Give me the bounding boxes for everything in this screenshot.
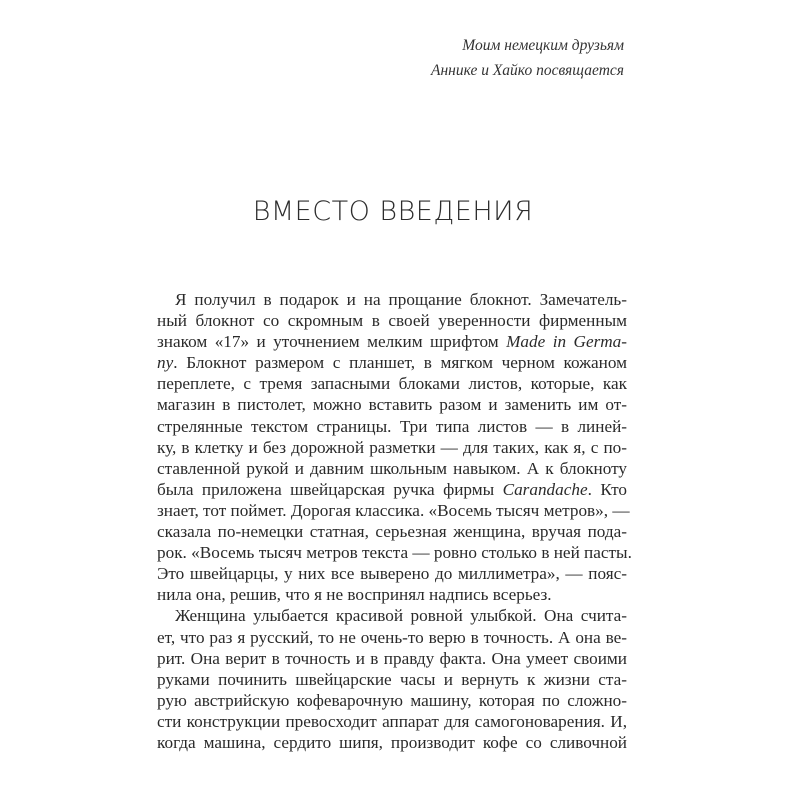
text-line: [157, 521, 627, 542]
text-segment: когда машина, сердито шипя, производит кофе со сливочной: [157, 732, 627, 752]
text-line: [157, 627, 627, 648]
text-segment: Женщина улыбается красивой ровной улыбкой. Она счита-: [175, 606, 627, 626]
chapter-title: ВМЕСТО ВВЕДЕНИЯ: [252, 196, 534, 227]
text-segment: знаком «17» и уточнением мелким шрифтом: [157, 332, 507, 352]
text-segment: Я получил в подарок и на прощание блокнот. Замечатель-: [175, 290, 627, 309]
text-segment: переплете, с тремя запасными блоками листов, которые, как: [157, 374, 627, 394]
text-segment: ный блокнот со скромным в своей уверенности фирменным: [157, 311, 627, 331]
text-segment: ет, что раз я русский, то не очень-то верю в точность. А она ве-: [157, 627, 627, 647]
epigraph-line: Аннике и Хайко посвящается: [431, 62, 624, 79]
text-segment: знает, тот поймет. Дорогая классика. «Восемь тысяч метров», —: [157, 500, 630, 520]
text-line: [157, 458, 627, 479]
text-line: [157, 732, 627, 753]
text-line: [157, 669, 627, 690]
text-line: [157, 310, 627, 331]
text-segment: была приложена швейцарская ручка фирмы: [157, 479, 503, 499]
text-line: [157, 373, 627, 394]
text-segment: . Блокнот размером с планшет, в мягком черном кожаном: [173, 353, 627, 373]
text-line: [157, 500, 630, 521]
text-line: [157, 542, 632, 563]
text-line: [157, 394, 627, 415]
epigraph: [431, 33, 624, 83]
text-line: [157, 648, 627, 669]
text-line: [157, 605, 627, 626]
text-segment: рок. «Восемь тысяч метров текста — ровно столько в ней пасты.: [157, 543, 632, 563]
italic-text: Made in Germa-: [506, 332, 627, 352]
text-segment: ку, в клетку и без дорожной разметки — для таких, как я, с по-: [157, 437, 627, 457]
text-segment: нила она, решив, что я не воспринял надпись всерьез.: [157, 585, 552, 605]
italic-text: ny: [157, 353, 174, 373]
text-line: [157, 331, 627, 352]
text-line: [157, 563, 627, 584]
text-line: [157, 416, 627, 437]
text-segment: рит. Она верит в точность и в правду факта. Она умеет своими: [157, 648, 627, 668]
text-line: [157, 711, 627, 732]
text-line: [157, 352, 627, 373]
text-line: [157, 289, 627, 310]
text-line: [157, 437, 627, 458]
text-segment: магазин в пистолет, можно вставить разом и заменить им от-: [157, 395, 627, 415]
text-line: [157, 479, 627, 500]
text-segment: сказала по-немецки статная, серьезная женщина, вручая пода-: [157, 522, 627, 542]
text-segment: Это швейцарцы, у них все выверено до миллиметра», — пояс-: [157, 564, 627, 584]
epigraph-line: Моим немецким друзьям: [462, 37, 624, 54]
text-line: [157, 690, 627, 711]
text-segment: рую австрийскую кофеварочную машину, которая по сложно-: [157, 690, 627, 710]
text-segment: стрелянные текстом страницы. Три типа листов — в линей-: [157, 416, 627, 436]
text-segment: ставленной рукой и давним школьным навыком. А к блокноту: [157, 458, 627, 478]
text-segment: . Кто: [587, 479, 627, 499]
text-segment: руками починить швейцарские часы и вернуть к жизни ста-: [157, 669, 627, 689]
italic-text: Carandache: [502, 479, 588, 499]
text-segment: сти конструкции превосходит аппарат для самогоноварения. И,: [157, 711, 627, 731]
body-text: [157, 289, 632, 753]
text-line: [157, 584, 627, 605]
